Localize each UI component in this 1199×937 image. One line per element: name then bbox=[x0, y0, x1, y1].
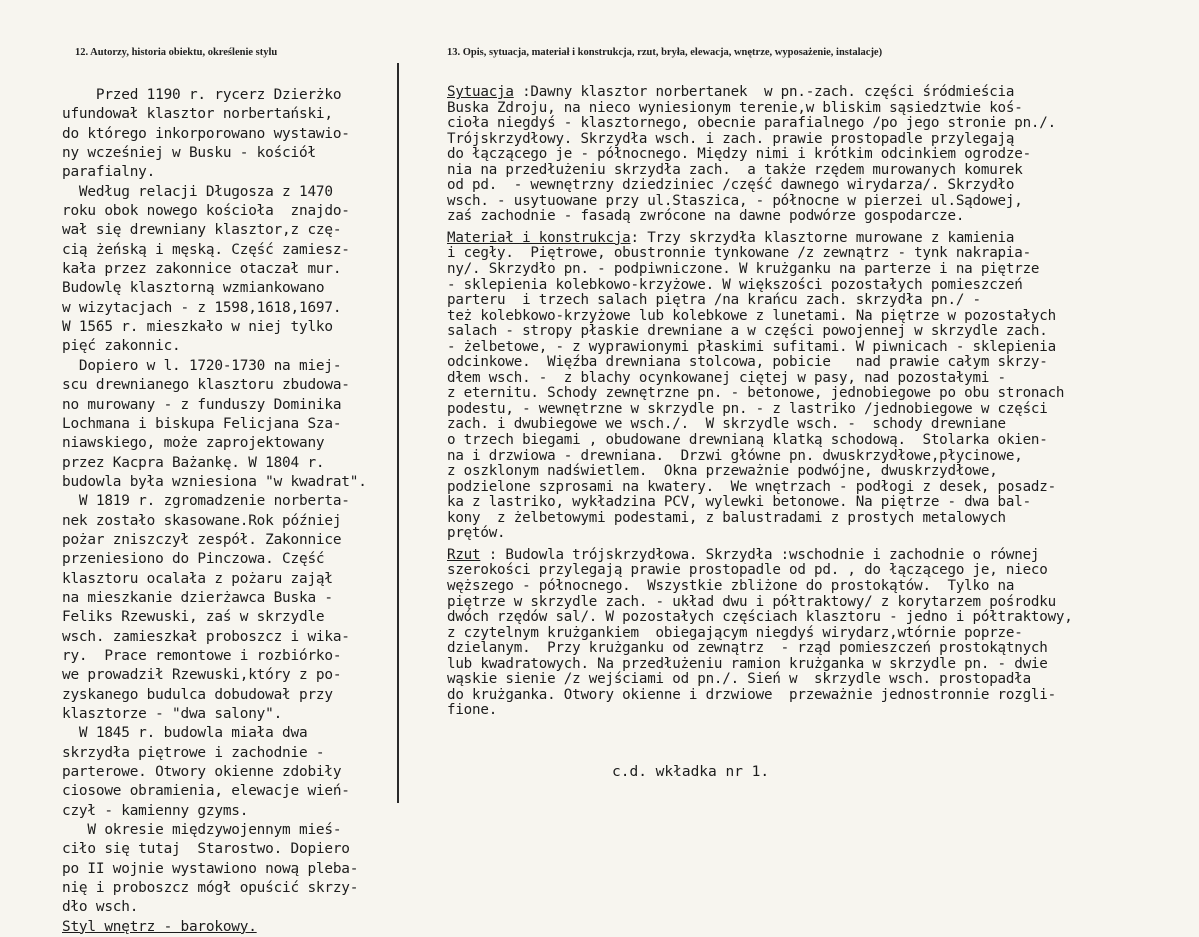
description-line bbox=[447, 231, 1162, 247]
left-section-header: 12. Autorzy, historia obiektu, określenie stylu bbox=[75, 47, 278, 58]
history-line: zyskanego budulca dobudował przy bbox=[62, 686, 333, 703]
description-line bbox=[447, 563, 1162, 579]
description-line bbox=[447, 147, 1162, 163]
description-text: też kolebkowo-krzyżowe lub kolebkowe z lunetami. Na piętrze w pozostałych bbox=[447, 307, 1056, 324]
history-line: klasztorze - "dwa salony". bbox=[62, 706, 283, 722]
history-line: dło wsch. bbox=[62, 899, 139, 916]
history-line: Przed 1190 r. rycerz Dzierżko bbox=[62, 87, 342, 103]
history-line: parafialny. bbox=[62, 164, 156, 181]
description-line bbox=[447, 688, 1162, 704]
history-line: niawskiego, może zaprojektowany bbox=[62, 435, 325, 452]
description-text: i cegły. Piętrowe, obustronnie tynkowane /z zewnątrz - tynk nakrapia- bbox=[447, 245, 1031, 262]
history-line: na mieszkanie dzierżawca Buska - bbox=[62, 589, 333, 606]
description-text: lub kwadratowych. Na przedłużeniu ramion krużganka w skrzydle pn. - dwie bbox=[447, 655, 1048, 672]
history-line: roku obok nowego kościoła znajdo- bbox=[62, 203, 350, 220]
description-line bbox=[447, 309, 1162, 325]
description-line bbox=[447, 703, 1162, 719]
history-line: kała przez zakonnice otaczał mur. bbox=[62, 261, 342, 278]
section-heading: Sytuacja bbox=[447, 84, 514, 100]
description-text: - sklepienia kolebkowo-krzyżowe. W większości pozostałych pomieszczeń bbox=[447, 276, 1023, 293]
description-text: węższego - północnego. Wszystkie zbliżone do prostokątów. Tylko na bbox=[447, 577, 1015, 594]
history-line: pięć zakonnic. bbox=[62, 338, 181, 355]
description-text: zaś zachodnie - fasadą zwrócone na dawne podwórze gospodarcze. bbox=[447, 208, 965, 225]
description-text: na i drzwiowa - drewniana. Drzwi główne pn. dwuskrzydłowe,płycinowe, bbox=[447, 447, 1023, 464]
description-line bbox=[447, 464, 1162, 480]
description-line bbox=[447, 85, 1162, 101]
description-line bbox=[447, 449, 1162, 465]
interior-style-line: Styl wnętrz - barokowy. bbox=[62, 918, 257, 935]
description-text: dwóch rzędów sal/. W pozostałych częściach klasztoru - jedno i półtraktowy, bbox=[447, 609, 1073, 626]
description-line bbox=[447, 595, 1162, 611]
continuation-note: c.d. wkładka nr 1. bbox=[612, 764, 770, 780]
description-text: dłem wsch. - z blachy ocynkowanej ciętej w pasy, nad pozostałymi - bbox=[447, 369, 1006, 386]
description-text: nia na przedłużeniu skrzydła zach. a także rzędem murowanych komurek bbox=[447, 161, 1023, 178]
history-line: Budowlę klasztorną wzmiankowano bbox=[62, 280, 325, 297]
history-line: ciosowe obramienia, elewacje wień- bbox=[62, 783, 350, 800]
history-line: czył - kamienny gzyms. bbox=[62, 802, 249, 819]
description-line bbox=[447, 548, 1162, 564]
history-line: Dopiero w l. 1720-1730 na miej- bbox=[62, 357, 342, 374]
description-text: parteru i trzech salach piętra /na krańcu zach. skrzydła pn./ - bbox=[447, 292, 981, 309]
description-line bbox=[447, 386, 1162, 402]
description-text: z eternitu. Schody zewnętrzne pn. - betonowe, jednobiegowe po obu stronach bbox=[447, 385, 1065, 402]
description-line bbox=[447, 495, 1162, 511]
description-text: wsch. - usytuowane przy ul.Staszica, - północne w pierzei ul.Sądowej, bbox=[447, 192, 1023, 209]
history-line: Feliks Rzewuski, zaś w skrzydle bbox=[62, 609, 325, 626]
description-text: wąskie sienie /z wejściami od pn./. Sień w skrzydle wsch. prostopadła bbox=[447, 671, 1031, 688]
description-line bbox=[447, 293, 1162, 309]
description-text: do krużganka. Otwory okienne i drzwiowe przeważnie jednostronnie rozgli- bbox=[447, 686, 1056, 703]
description-text: podzielone szprosami na kwatery. We wnętrzach - podłogi z desek, posadz- bbox=[447, 478, 1056, 495]
description-text: ka z lastriko, wykładzina PCV, wylewki betonowe. Na piętrze - dwa bal- bbox=[447, 494, 1031, 511]
history-line: wał się drewniany klasztor,z czę- bbox=[62, 222, 342, 239]
description-text: zach. i dwubiegowe we wsch./. W skrzydle wsch. - schody drewniane bbox=[447, 416, 1006, 433]
history-line: Lochmana i biskupa Felicjana Sza- bbox=[62, 415, 342, 432]
history-line: pożar zniszczył zespół. Zakonnice bbox=[62, 531, 342, 548]
description-column bbox=[447, 85, 1162, 719]
description-text: z czytelnym krużgankiem obiegającym niegdyś wirydarz,wtórnie poprze- bbox=[447, 624, 1023, 641]
description-line bbox=[447, 433, 1162, 449]
description-line bbox=[447, 657, 1162, 673]
description-line bbox=[447, 262, 1162, 278]
history-line: skrzydła piętrowe i zachodnie - bbox=[62, 744, 325, 761]
description-line bbox=[447, 579, 1162, 595]
history-line: Według relacji Długosza z 1470 bbox=[62, 183, 333, 200]
description-line bbox=[447, 278, 1162, 294]
description-line bbox=[447, 163, 1162, 179]
history-line: we prowadził Rzewuski,który z po- bbox=[62, 667, 342, 684]
history-line: ciło się tutaj Starostwo. Dopiero bbox=[62, 841, 350, 858]
description-line bbox=[447, 355, 1162, 371]
description-line bbox=[447, 610, 1162, 626]
description-text: od pd. - wewnętrzny dziedziniec /część dawnego wirydarza/. Skrzydło bbox=[447, 177, 1015, 194]
history-line: W okresie międzywojennym mieś- bbox=[62, 822, 342, 839]
description-line bbox=[447, 371, 1162, 387]
section-heading: Rzut bbox=[447, 546, 481, 563]
description-line bbox=[447, 480, 1162, 496]
right-section-header: 13. Opis, sytuacja, materiał i konstrukcja, rzut, bryła, elewacja, wnętrze, wyposażenie, instalacje) bbox=[447, 47, 883, 58]
history-line: nię i proboszcz mógł opuścić skrzy- bbox=[62, 880, 359, 897]
description-text: z oszklonym nadświetlem. Okna przeważnie podwójne, dwuskrzydłowe, bbox=[447, 463, 998, 480]
description-text: : Trzy skrzydła klasztorne murowane z kamienia bbox=[630, 229, 1015, 246]
description-text: fione. bbox=[447, 702, 498, 719]
history-line: budowla była wzniesiona "w kwadrat". bbox=[62, 473, 367, 490]
description-line bbox=[447, 402, 1162, 418]
history-line: W 1565 r. mieszkało w niej tylko bbox=[62, 319, 333, 336]
description-line bbox=[447, 324, 1162, 340]
history-line: po II wojnie wystawiono nową pleba- bbox=[62, 860, 359, 877]
description-text: dzielanym. Przy krużganku od zewnątrz - rząd pomieszczeń prostokątnych bbox=[447, 640, 1048, 657]
history-line: no murowany - z funduszy Dominika bbox=[62, 396, 342, 413]
description-text: piętrze w skrzydle zach. - układ dwu i półtraktowy/ z korytarzem pośrodku bbox=[447, 593, 1056, 610]
history-line: ny wcześniej w Busku - kościół bbox=[62, 145, 316, 162]
description-text: prętów. bbox=[447, 525, 506, 542]
description-text: szerokości przylegają prawie prostopadle od pd. , do łączącego je, nieco bbox=[447, 562, 1048, 579]
description-line bbox=[447, 641, 1162, 657]
description-line bbox=[447, 101, 1162, 117]
description-line bbox=[447, 116, 1162, 132]
description-line bbox=[447, 178, 1162, 194]
description-text: : Budowla trójskrzydłowa. Skrzydła :wschodnie i zachodnie o równej bbox=[480, 546, 1040, 563]
description-text: do łączącego je - północnego. Między nimi i krótkim odcinkiem ogrodze- bbox=[447, 146, 1031, 163]
history-line: przez Kacpra Bażankę. W 1804 r. bbox=[62, 454, 325, 471]
description-text: :Dawny klasztor norbertanek w pn.-zach. części śródmieścia bbox=[513, 84, 1015, 100]
history-line: ufundował klasztor norbertański, bbox=[62, 106, 333, 123]
section-heading: Materiał i konstrukcja bbox=[447, 229, 631, 246]
description-line bbox=[447, 417, 1162, 433]
description-line bbox=[447, 511, 1162, 527]
history-line: scu drewnianego klasztoru zbudowa- bbox=[62, 377, 350, 394]
history-line: do którego inkorporowano wystawio- bbox=[62, 125, 350, 142]
description-line bbox=[447, 526, 1162, 542]
description-text: - żelbetowe, - z wyprawionymi płaskimi sufitami. W piwnicach - sklepienia bbox=[447, 338, 1056, 355]
description-line bbox=[447, 246, 1162, 262]
history-line: W 1819 r. zgromadzenie norberta- bbox=[62, 493, 350, 510]
description-text: cioła niegdyś - klasztornego, obecnie parafialnego /po jego stronie pn./. bbox=[447, 115, 1056, 132]
description-text: podestu, - wewnętrzne w skrzydle pn. - z lastriko /jednobiegowe w części bbox=[447, 400, 1048, 417]
history-line: w wizytacjach - z 1598,1618,1697. bbox=[62, 299, 342, 316]
history-line: ry. Prace remontowe i rozbiórko- bbox=[62, 647, 342, 664]
description-line bbox=[447, 340, 1162, 356]
description-text: kony z żelbetowymi podestami, z balustradami z prostych metalowych bbox=[447, 509, 1006, 526]
history-line: cią żeńską i męską. Część zamiesz- bbox=[62, 241, 350, 258]
history-line: wsch. zamieszkał proboszcz i wika- bbox=[62, 628, 350, 645]
history-line: nek zostało skasowane.Rok później bbox=[62, 512, 342, 529]
description-line bbox=[447, 209, 1162, 225]
description-text: Trójskrzydłowy. Skrzydła wsch. i zach. prawie prostopadle przylegają bbox=[447, 130, 1015, 147]
history-line: przeniesiono do Pinczowa. Część bbox=[62, 551, 325, 568]
history-line: parterowe. Otwory okienne zdobiły bbox=[62, 764, 342, 781]
description-line bbox=[447, 132, 1162, 148]
description-text: o trzech biegami , obudowane drewnianą klatką schodową. Stolarka okien- bbox=[447, 432, 1048, 449]
description-text: ny/. Skrzydło pn. - podpiwniczone. W krużganku na parterze i na piętrze bbox=[447, 261, 1040, 278]
history-line: W 1845 r. budowla miała dwa bbox=[62, 725, 308, 742]
description-line bbox=[447, 672, 1162, 688]
description-line bbox=[447, 194, 1162, 210]
history-column bbox=[62, 86, 407, 937]
description-text: odcinkowe. Więźba drewniana stolcowa, pobicie nad prawie całym skrzy- bbox=[447, 354, 1048, 371]
description-text: salach - stropy płaskie drewniane a w części powojennej w skrzydle zach. bbox=[447, 323, 1048, 340]
description-line bbox=[447, 626, 1162, 642]
description-text: Buska Zdroju, na nieco wyniesionym terenie,w bliskim sąsiedztwie koś- bbox=[447, 99, 1023, 116]
history-line: klasztoru ocalała z pożaru zajął bbox=[62, 570, 333, 587]
